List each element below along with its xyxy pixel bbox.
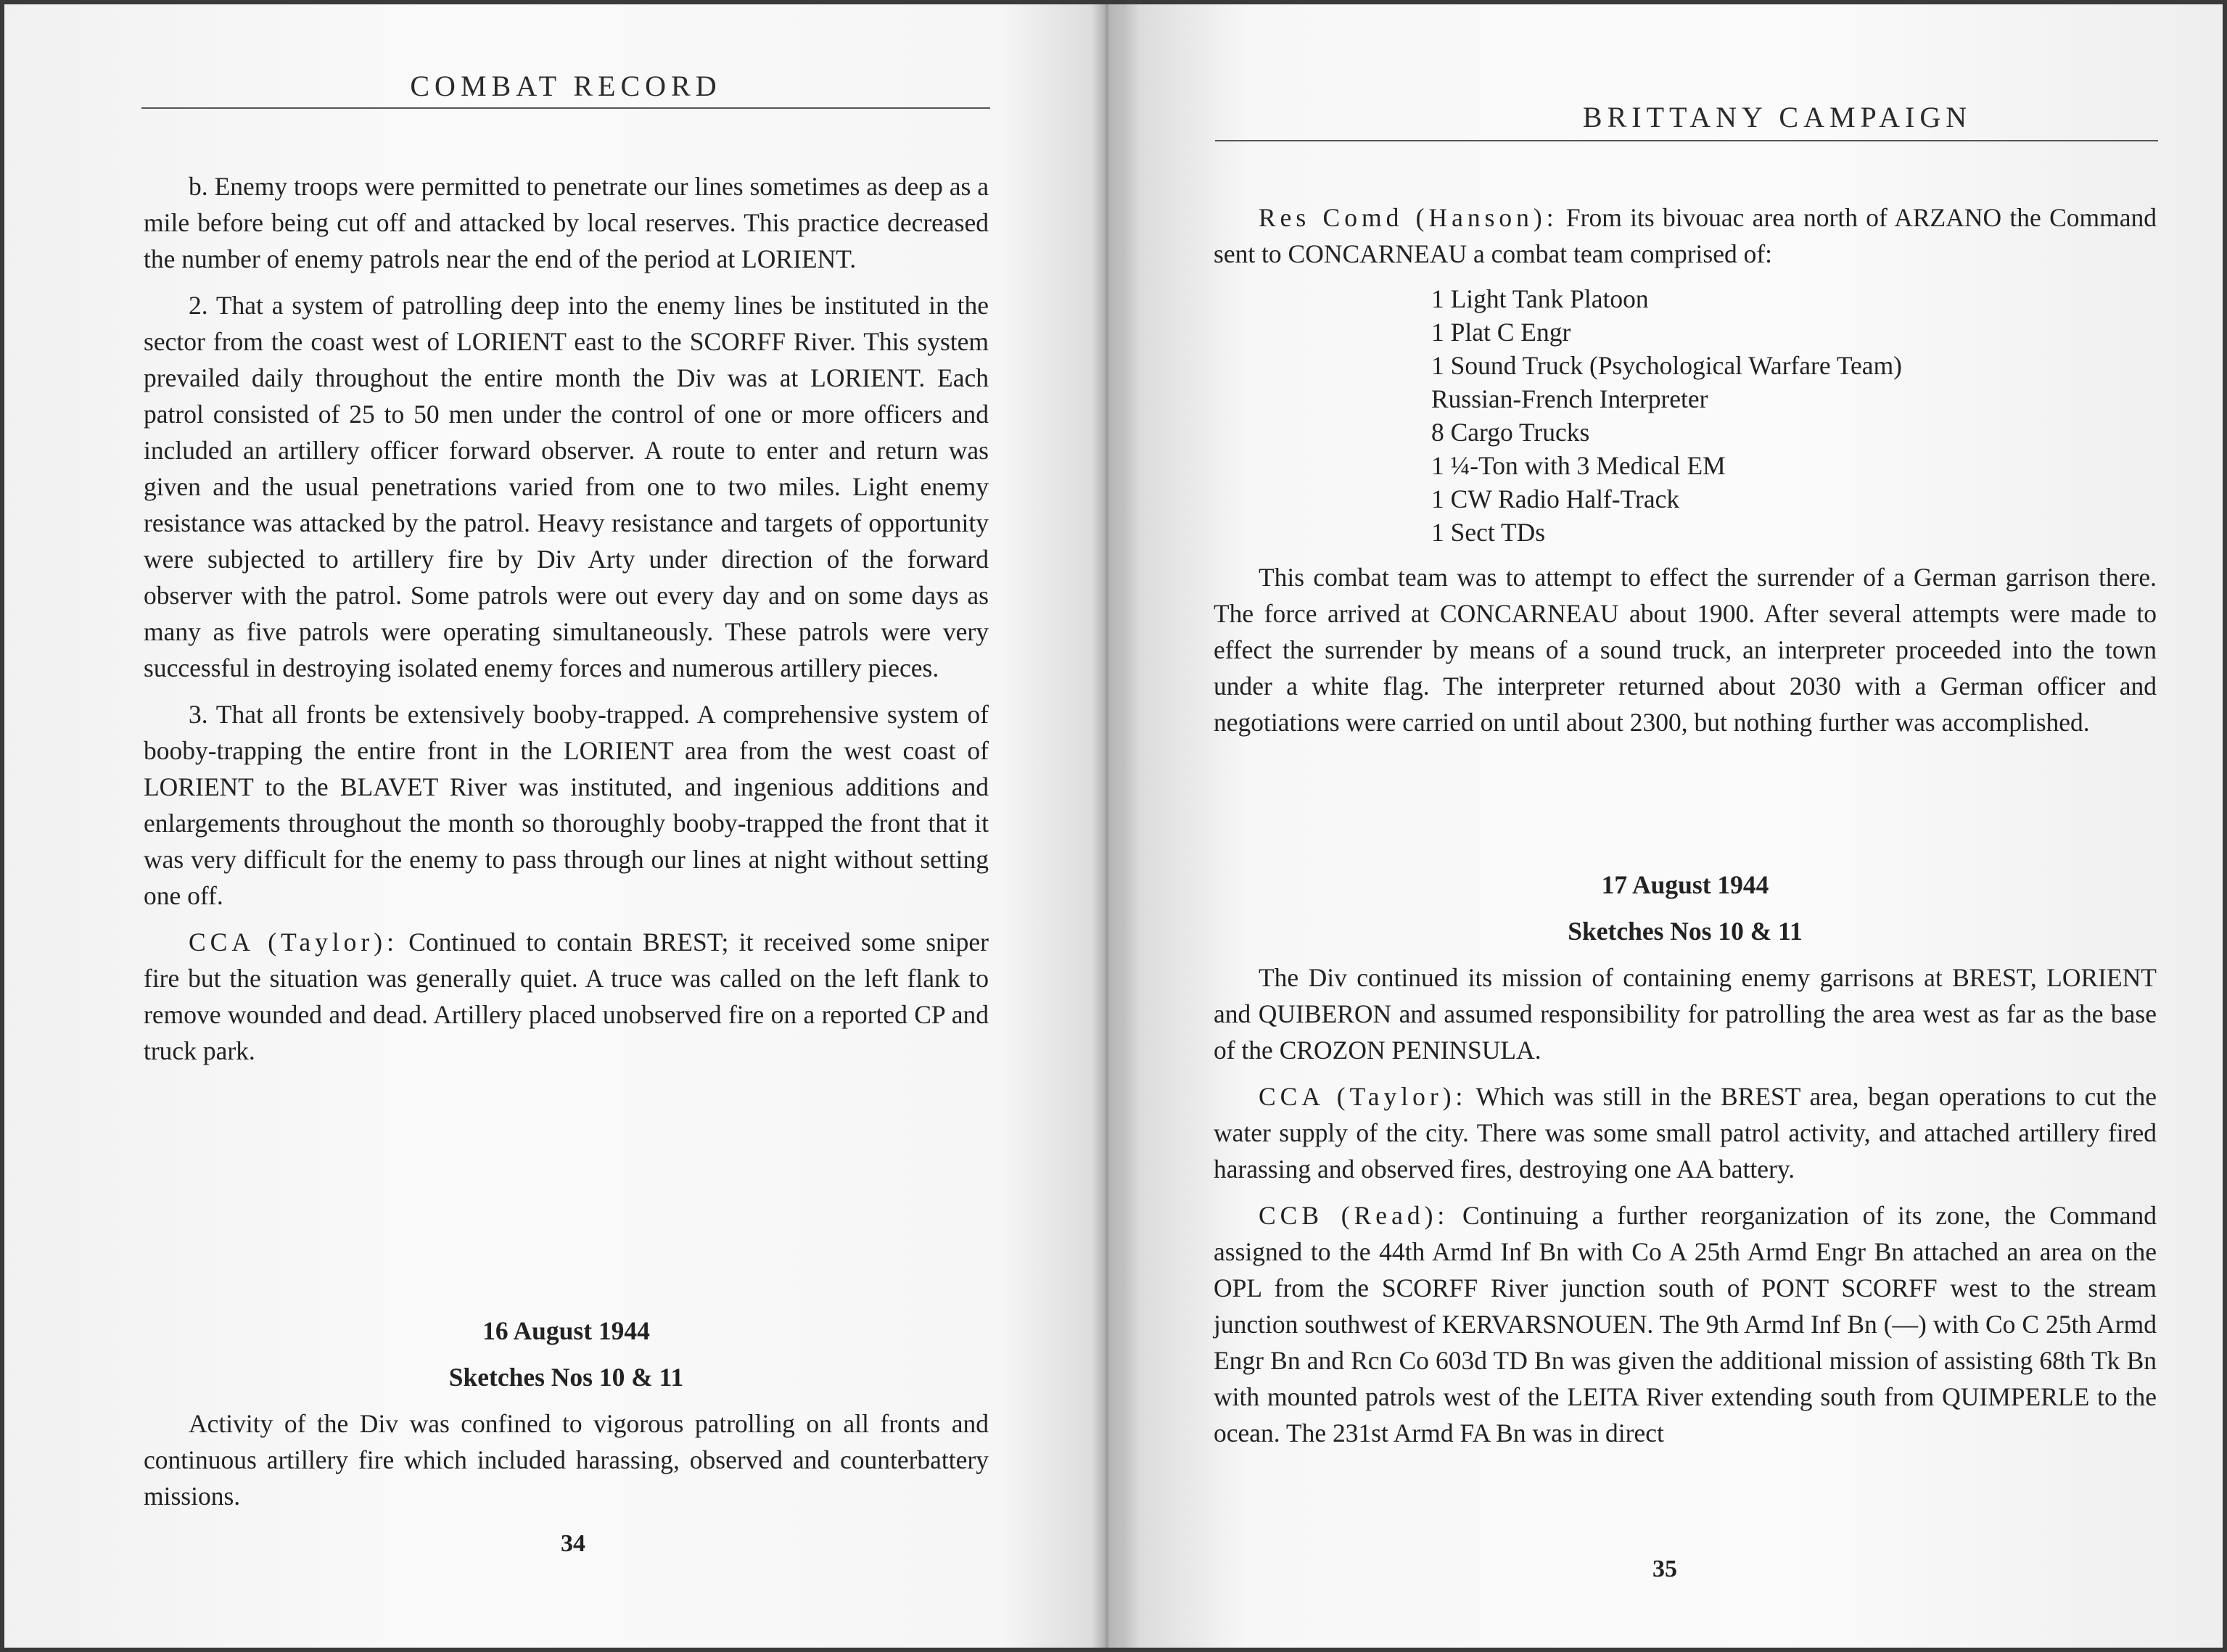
paragraph-3: 3. That all fronts be extensively booby-trapped. A comprehensive system of booby-trapping the entire front in the LORIENT area from the west coast of LORIENT to the BLAVET River was instituted, and ingenious additions and enlargements throughout the month so thoroughly booby-trapped the front that it was very difficult for the enemy to pass through our lines at night without setting one off.: [144, 700, 989, 910]
cca-text: Which was still in the BREST area, began operations to cut the water supply of the city. There was some small patrol activity, and attached artillery fired harassing and observed fires, destroying one AA battery.: [1214, 1082, 2157, 1184]
left-page: [0, 0, 1106, 1652]
right-section-17-august: [1214, 867, 2157, 1461]
paragraph-2: 2. That a system of patrolling deep into the enemy lines be instituted in the sector from the coast west of LORIENT east to the SCORFF River. This system prevailed daily throughout the entire month the Div was at LORIENT. Each patrol consisted of 25 to 50 men under the control of one or more officers and included an artillery officer forward observer. A route to enter and return was given and the usual penetrations varied from one to two miles. Light enemy resistance was attacked by the patrol. Heavy resistance and targets of opportunity were subjected to artillery fire by Div Arty under direction of the forward observer with the patrol. Some patrols were out every day and on some days as many as five patrols were operating simultaneously. These patrols were very successful in destroying isolated enemy forces and numerous artillery pieces.: [144, 291, 989, 682]
cca-label: CCA (Taylor):: [1259, 1082, 1467, 1111]
book-gutter: [1092, 0, 1121, 1652]
list-item: 1 Sound Truck (Psychological Warfare Team): [1431, 351, 1903, 380]
res-comd-paragraph: [1214, 199, 2157, 272]
left-running-head: COMBAT RECORD: [410, 70, 722, 102]
left-section-16-august: [144, 1313, 989, 1524]
res-comd-text: From its bivouac area north of ARZANO the Command sent to CONCARNEAU a combat team comprised of:: [1214, 203, 2157, 268]
list-item: 1 Light Tank Platoon: [1431, 284, 1649, 313]
right-page: [1106, 0, 2227, 1652]
activity-paragraph: Activity of the Div was confined to vigorous patrolling on all fronts and continuous artillery fire which included harassing, observed and counterbattery missions.: [144, 1409, 989, 1511]
page-number-34: 34: [561, 1530, 585, 1557]
date-heading-17-august: 17 August 1944: [1601, 870, 1769, 899]
paragraph-cca-left: [144, 924, 989, 1069]
combat-team-list: [1214, 282, 2157, 549]
paragraph-b: b. Enemy troops were permitted to penetrate our lines sometimes as deep as a mile before being cut off and attacked by local reserves. This practice decreased the number of enemy patrols near the end of the period at LORIENT.: [144, 172, 989, 273]
date-heading-16-august: 16 August 1944: [482, 1316, 650, 1345]
ccb-text: Continuing a further reorganization of its zone, the Command assigned to the 44th Armd Inf Bn with Co A 25th Armd Engr Bn attached an area on the OPL from the SCORFF River junction south of PONT SCORFF west to the stream junction southwest of KERVARSNOUEN. The 9th Armd Inf Bn (—) with Co C 25th Armd Engr Bn and Rcn Co 603d TD Bn was given the additional mission of assisting 68th Tk Bn with mounted patrols west of the LEITA River extending south from QUIMPERLE to the ocean. The 231st Armd FA Bn was in direct: [1214, 1201, 2157, 1447]
right-header-rule: [1215, 140, 2158, 141]
right-body: [1214, 199, 2157, 751]
list-item: Russian-French Interpreter: [1431, 384, 1708, 413]
cca-label: CCA (Taylor):: [189, 928, 398, 957]
combat-team-paragraph: This combat team was to attempt to effect the surrender of a German garrison there. The force arrived at CONCARNEAU about 1900. After several attempts were made to effect the surrender by means of a sound truck, an interpreter proceeded into the town under a white flag. The interpreter returned about 2030 with a German officer and negotiations were carried on until about 2300, but nothing further was accomplished.: [1214, 563, 2157, 737]
ccb-paragraph: [1214, 1197, 2157, 1451]
page-number-35: 35: [1652, 1556, 1677, 1582]
cca-text: Continued to contain BREST; it received some sniper fire but the situation was generally quiet. A truce was called on the left flank to remove wounded and dead. Artillery placed unobserved fire on a reported CP and truck park.: [144, 928, 989, 1065]
list-item: 1 ¼-Ton with 3 Medical EM: [1431, 451, 1726, 480]
sketches-heading-right: Sketches Nos 10 & 11: [1568, 917, 1803, 946]
list-item: 1 Plat C Engr: [1431, 318, 1571, 347]
left-header-rule: [141, 107, 990, 109]
list-item: 1 Sect TDs: [1431, 518, 1546, 547]
div-paragraph: The Div continued its mission of containing enemy garrisons at BREST, LORIENT and QUIBERON and assumed responsibility for patrolling the area west as far as the base of the CROZON PENINSULA.: [1214, 963, 2157, 1065]
list-item: 8 Cargo Trucks: [1431, 418, 1590, 447]
sketches-heading-left: Sketches Nos 10 & 11: [448, 1363, 684, 1392]
right-running-head: BRITTANY CAMPAIGN: [1582, 101, 1972, 133]
res-comd-label: Res Comd (Hanson):: [1259, 203, 1558, 232]
list-item: 1 CW Radio Half-Track: [1431, 484, 1680, 513]
ccb-label: CCB (Read):: [1259, 1201, 1449, 1230]
cca-paragraph-right: [1214, 1078, 2157, 1187]
left-body: [144, 168, 989, 1079]
